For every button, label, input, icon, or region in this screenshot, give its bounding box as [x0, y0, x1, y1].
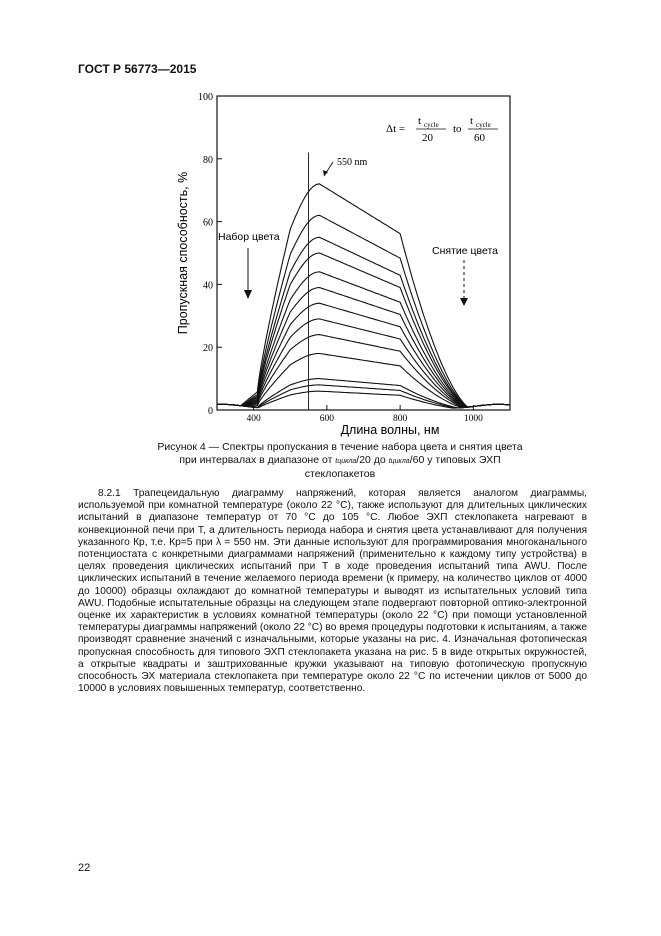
y-tick-label: 20 — [203, 343, 213, 355]
standard-code: ГОСТ Р 56773—2015 — [78, 62, 197, 76]
x-tick-label: 800 — [393, 414, 408, 424]
x-tick-label: 600 — [319, 414, 334, 424]
x-tick-label: 1000 — [463, 414, 483, 424]
x-tick-label: 400 — [246, 414, 261, 424]
figure-caption — [150, 441, 530, 481]
caption-line-2: при интервалах в диапазоне от tцикла/20 до tцикла/60 у типовых ЭХП — [179, 454, 501, 466]
coloring-label: Набор цвета — [218, 231, 280, 243]
bleaching-label: Снятие цвета — [432, 245, 498, 257]
y-axis-label: Пропускная способность, % — [176, 171, 190, 335]
x-axis-label: Длина волны, нм — [340, 423, 440, 437]
paragraph-8-2-1: 8.2.1 Трапецеидальную диаграмму напряжений, которая является аналогом диаграммы, используемой при комнатной температуре (около 22 °С), также используют для длительных циклических испытаний в диапазоне температур от 70 °С до 105 °С. Любое ЭХП стеклопакета нагревают в конвекционной печи при Т, а длительность периода набора и снятия цвета устанавливают для получения указанного Кр, т.е. Кр=5 при λ = 550 нм. Эти данные используют для программирования многоканального потенциостата с конкретными диаграммами напряжений (применительно к каждому типу устройства) в целях проведения циклических испытаний при Т в ходе проведения испытаний типа AWU. После циклических испытаний в течение желаемого периода времени (к примеру, на количество циклов от 4000 до 10000) образцы охлаждают до комнатной температуры и выводят из испытательных условий типа AWU. Подобные испытательные образцы на следующем этапе подвергают повторной оптико-электронной оценке их характеристик в условиях комнатной температуры (около 22 °С) при помощи установленной температуры диаграммы напряжений (около 22 °С) во время процедуры подготовки к испытаниям, а также производят сравнение значений с изначальными, которые указаны на рис. 4. Изначальная фотопическая пропускная способность для типового ЭХП стеклопакета указана на рис. 5 в виде открытых окружностей, а открытые квадраты и заштрихованные кружки указывают на типовую фотопическую пропускную способность ЭХ материала стеклопакета при температуре около 22 °С по истечении циклов от 5000 до 10000 в условиях повышенных температур, соответственно. — [78, 488, 587, 695]
formula-denominator-1: 20 — [422, 132, 433, 144]
y-tick-label: 60 — [203, 217, 213, 229]
formula-numerator-1: t — [418, 115, 422, 127]
bleaching-arrow-down-icon — [460, 298, 468, 306]
axis-ticks — [198, 92, 483, 424]
transmission-spectra-chart — [170, 88, 520, 438]
formula-subscript-1: cycle — [424, 121, 439, 129]
caption-line-1: Рисунок 4 — Спектры пропускания в течение набора цвета и снятия цвета — [157, 441, 523, 453]
formula-denominator-2: 60 — [474, 132, 485, 144]
interval-formula — [386, 115, 498, 144]
coloring-arrow-down-icon — [244, 290, 252, 299]
y-tick-label: 40 — [203, 280, 213, 292]
formula-mid: to — [453, 123, 462, 135]
formula-lhs: Δt = — [386, 123, 406, 135]
page-number: 22 — [78, 862, 91, 874]
caption-subscript-a: tцикла — [335, 458, 357, 465]
y-tick-label: 80 — [203, 154, 213, 166]
y-tick-label: 100 — [198, 92, 213, 103]
series-group — [217, 184, 510, 408]
y-tick-label: 0 — [208, 406, 213, 417]
spectrum-curve-s8 — [217, 319, 510, 408]
caption-subscript-b: tцикла — [388, 458, 410, 465]
caption-line-3: стеклопакетов — [304, 468, 376, 480]
formula-numerator-2: t — [470, 115, 474, 127]
formula-subscript-2: cycle — [476, 121, 491, 129]
peak-label: 550 nm — [337, 157, 368, 168]
figure-4 — [170, 88, 520, 438]
